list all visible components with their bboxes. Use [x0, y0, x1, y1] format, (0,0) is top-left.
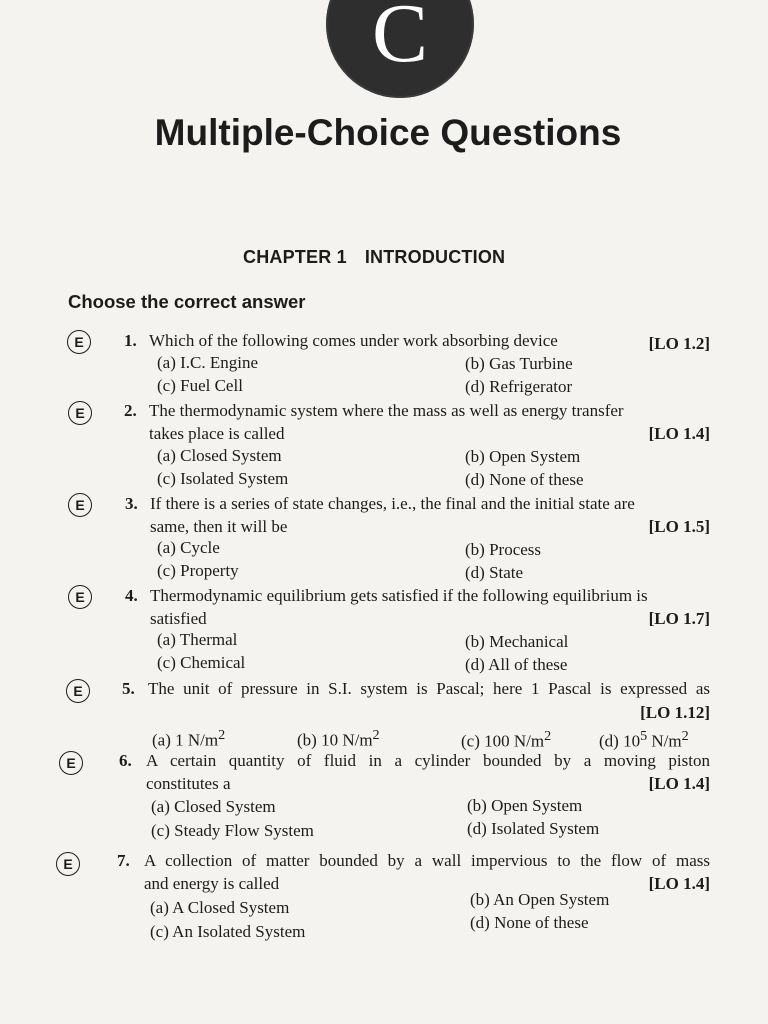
- option-b: (b) Open System: [467, 796, 583, 815]
- logo-letter: C: [371, 0, 429, 80]
- exercise-badge: E: [56, 852, 80, 876]
- option-d-label: (d) 10: [599, 731, 641, 751]
- question-text-line1: A certain quantity of fluid in a cylinder bounded by a moving piston: [146, 751, 710, 770]
- question-text-line2: constitutes a: [146, 773, 231, 793]
- option-a: (a) A Closed System: [150, 898, 290, 917]
- option-a-label: (a) 1 N/m: [152, 730, 219, 750]
- exercise-badge: E: [68, 401, 92, 425]
- instruction-heading: Choose the correct answer: [68, 291, 306, 312]
- question-text-line2: same, then it will be: [150, 516, 288, 536]
- option-a: (a) Closed System: [157, 446, 282, 465]
- option-b: (b) Mechanical: [465, 632, 569, 651]
- chapter-name: INTRODUCTION: [364, 247, 506, 267]
- option-b: (b) Gas Turbine: [465, 354, 573, 373]
- option-c-exponent: 2: [544, 728, 552, 744]
- learning-objective: [LO 1.12]: [640, 703, 710, 722]
- question-text: Which of the following comes under work absorbing device: [149, 331, 558, 350]
- learning-objective: [LO 1.4]: [648, 773, 710, 793]
- learning-objective: [LO 1.4]: [648, 873, 710, 893]
- option-d-exponent: 5: [640, 728, 648, 744]
- learning-objective: [LO 1.5]: [648, 516, 710, 536]
- option-b: [297, 724, 380, 752]
- exercise-badge: E: [59, 751, 83, 775]
- option-c: (c) Isolated System: [157, 469, 289, 488]
- option-d-unit-exponent: 2: [681, 728, 689, 744]
- exercise-badge: E: [67, 330, 91, 354]
- question-stem: [150, 493, 710, 538]
- option-a: (a) Closed System: [151, 797, 276, 816]
- option-b: (b) An Open System: [470, 890, 610, 909]
- option-c: (c) An Isolated System: [150, 922, 306, 941]
- question-number: 1.: [124, 331, 137, 350]
- option-b: (b) Process: [465, 540, 542, 559]
- question-text-line2-row: [150, 516, 710, 539]
- option-d: (d) State: [465, 563, 524, 582]
- chapter-letter-logo: [326, 0, 474, 98]
- option-c: (c) Property: [157, 561, 239, 580]
- chapter-number: CHAPTER 1: [243, 247, 347, 267]
- question-text-line1: The thermodynamic system where the mass as well as energy transfer: [149, 401, 624, 420]
- learning-objective: [LO 1.4]: [648, 423, 710, 443]
- question-number: 7.: [117, 851, 130, 870]
- option-b-label: (b) 10 N/m: [297, 730, 373, 750]
- question-number: 5.: [122, 679, 135, 698]
- question-text-line2-row: [149, 423, 710, 446]
- option-d: (d) None of these: [470, 913, 589, 932]
- question-text-line2: and energy is called: [144, 873, 280, 893]
- question-text-line2-row: [150, 608, 710, 631]
- question-text-line1: If there is a series of state changes, i.e., the final and the initial state are: [150, 494, 635, 513]
- option-d: (d) Isolated System: [467, 819, 600, 838]
- question-stem: [150, 585, 710, 630]
- option-a: (a) I.C. Engine: [157, 353, 259, 372]
- question-text: The unit of pressure in S.I. system is Pascal; here 1 Pascal is expressed as: [148, 679, 710, 698]
- option-d: (d) None of these: [465, 470, 584, 489]
- exercise-badge: E: [68, 585, 92, 609]
- option-b-exponent: 2: [372, 727, 380, 743]
- question-stem: [146, 750, 710, 795]
- question-number: 4.: [125, 586, 138, 605]
- option-d: [599, 725, 689, 753]
- learning-objective: [LO 1.2]: [648, 334, 710, 353]
- option-d-unit: N/m: [647, 731, 682, 751]
- question-stem: [144, 850, 710, 895]
- option-a-exponent: 2: [218, 727, 226, 743]
- question-number: 2.: [124, 401, 137, 420]
- question-number: 6.: [119, 751, 132, 770]
- question-stem: [149, 400, 710, 445]
- option-a: (a) Cycle: [157, 538, 220, 557]
- option-c-label: (c) 100 N/m: [461, 731, 545, 751]
- option-c: [461, 725, 551, 753]
- option-a: (a) Thermal: [157, 630, 238, 649]
- page-title: Multiple-Choice Questions: [154, 112, 622, 153]
- question-text-line1: Thermodynamic equilibrium gets satisfied if the following equilibrium is: [150, 586, 648, 605]
- exercise-badge: E: [66, 679, 90, 703]
- option-c: (c) Chemical: [157, 653, 246, 672]
- option-a: [152, 724, 225, 752]
- question-text-line2-row: [144, 873, 710, 896]
- question-number: 3.: [125, 494, 138, 513]
- question-text-line2: takes place is called: [149, 423, 285, 443]
- question-text-line2-row: [146, 773, 710, 796]
- exercise-badge: E: [68, 493, 92, 517]
- option-c: (c) Steady Flow System: [151, 821, 314, 840]
- learning-objective: [LO 1.7]: [648, 608, 710, 628]
- option-b: (b) Open System: [465, 447, 581, 466]
- option-d: (d) All of these: [465, 655, 568, 674]
- question-text-line2: satisfied: [150, 608, 207, 628]
- chapter-heading: [243, 247, 505, 268]
- question-text-line1: A collection of matter bounded by a wall impervious to the flow of mass: [144, 851, 710, 870]
- option-c: (c) Fuel Cell: [157, 376, 243, 395]
- option-d: (d) Refrigerator: [465, 377, 573, 396]
